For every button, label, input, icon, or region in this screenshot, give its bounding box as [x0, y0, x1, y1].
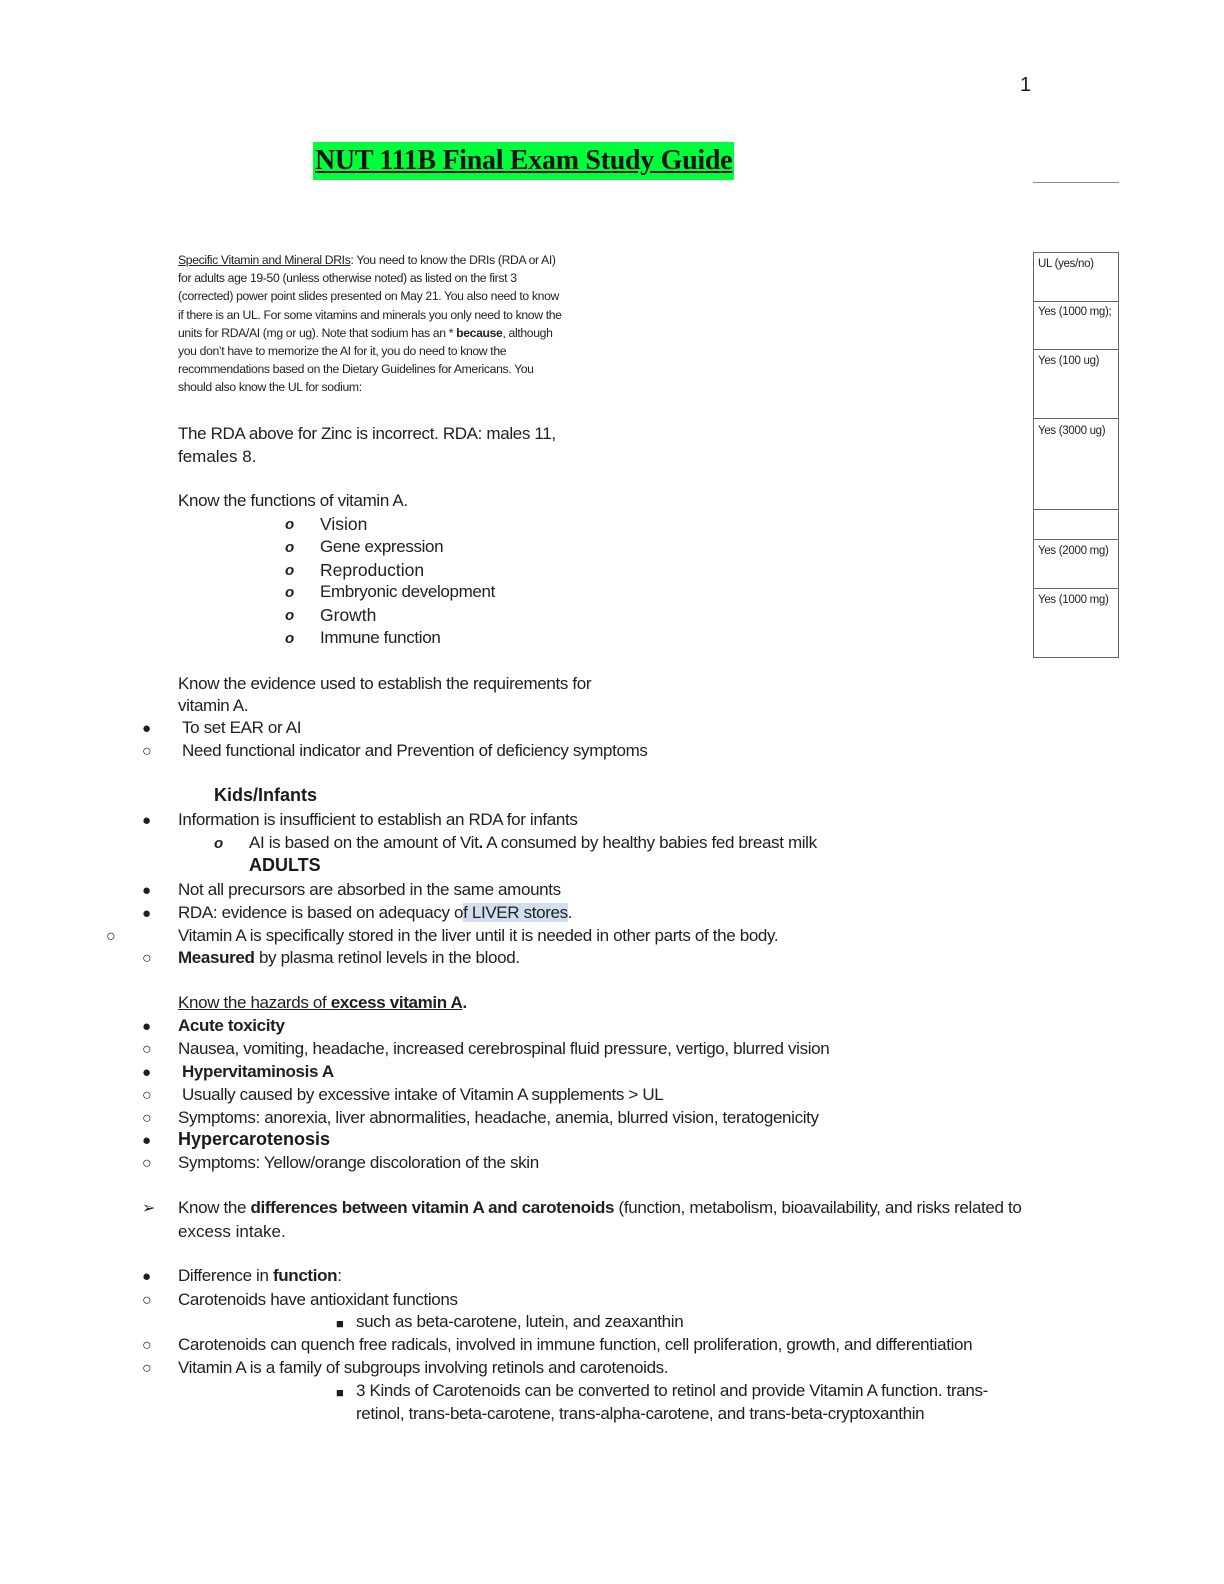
ul-table-border: [1034, 301, 1118, 302]
function-diff-c: :: [337, 1266, 342, 1285]
ul-table-cell: Yes (100 ug): [1038, 355, 1100, 367]
document-title: NUT 111B Final Exam Study Guide: [313, 142, 734, 180]
ul-table-border: [1034, 509, 1118, 510]
adults-item2-a: RDA: evidence is based on adequacy o: [178, 903, 464, 922]
list-bullet: o: [285, 607, 295, 624]
adults-item: Vitamin A is specifically stored in the liver until it is needed in other parts of the body.: [178, 926, 779, 945]
ul-table-cell: Yes (1000 mg): [1038, 594, 1109, 606]
bullet-icon: ●: [142, 1064, 152, 1081]
bullet-icon: ●: [142, 720, 152, 737]
ul-table-border: [1034, 252, 1118, 253]
vita-function-item: Vision: [320, 514, 368, 534]
hazard-hypercarotenosis-desc: Symptoms: Yellow/orange discoloration of the skin: [178, 1153, 539, 1172]
ul-table-cell: Yes (3000 ug): [1038, 425, 1106, 437]
differences-b: differences between vitamin A and carotenoids: [250, 1198, 615, 1217]
differences-a: Know the: [178, 1198, 251, 1217]
hollow-bullet-icon: ○: [142, 1110, 152, 1127]
function-diff-b: function: [272, 1266, 338, 1285]
evidence-heading-line1: Know the evidence used to establish the requirements for: [178, 674, 592, 693]
hollow-bullet-icon: ○: [106, 928, 116, 945]
list-bullet: o: [285, 562, 295, 579]
kids-item: Information is insufficient to establish an RDA for infants: [178, 810, 578, 829]
intro-line2: for adults age 19-50 (unless otherwise noted) as listed on the first 3: [178, 271, 517, 286]
bullet-icon: ●: [142, 1132, 152, 1149]
function-diff-heading: [178, 1265, 342, 1287]
intro-line8: should also know the UL for sodium:: [178, 380, 362, 395]
list-bullet: o: [285, 584, 295, 601]
zinc-note-line2: females 8.: [178, 447, 257, 466]
list-bullet: o: [285, 516, 295, 533]
ul-table-header: UL (yes/no): [1038, 258, 1094, 270]
intro-line6: you don’t have to memorize the AI for it, you do need to know the: [178, 344, 507, 359]
adults-item4-a: Measured: [178, 948, 255, 967]
ul-table-border: [1034, 349, 1118, 350]
ul-table-cell: Yes (2000 mg): [1038, 545, 1109, 557]
kids-subitem-a: AI is based on the amount of Vit: [249, 833, 479, 852]
ul-table-border: [1034, 418, 1118, 419]
hazard-hypercarotenosis: Hypercarotenosis: [178, 1129, 331, 1149]
function-diff-subitem-cont: retinol, trans-beta-carotene, trans-alpha-carotene, and trans-beta-cryptoxanthin: [356, 1404, 925, 1423]
vita-function-item: Gene expression: [320, 537, 444, 556]
function-diff-subitem: such as beta-carotene, lutein, and zeaxanthin: [356, 1312, 684, 1331]
ul-table-border: [1034, 657, 1118, 658]
adults-heading: ADULTS: [249, 855, 321, 875]
list-bullet: o: [214, 835, 224, 852]
adults-item: [178, 947, 520, 969]
intro-line7: recommendations based on the Dietary Guidelines for Americans. You: [178, 362, 534, 377]
hazards-heading-b: excess vitamin A: [330, 993, 463, 1012]
bullet-icon: ●: [142, 905, 152, 922]
function-diff-subitem: 3 Kinds of Carotenoids can be converted to retinol and provide Vitamin A function. trans-: [356, 1381, 988, 1400]
adults-item2-highlight: f LIVER stores: [463, 903, 568, 922]
vita-function-item: Growth: [320, 605, 377, 625]
intro-line5a: units for RDA/AI (mg or ug). Note that sodium has an *: [178, 325, 457, 340]
function-diff-a: Difference in: [178, 1266, 273, 1285]
zinc-note-line1: The RDA above for Zinc is incorrect. RDA: males 11,: [178, 424, 556, 443]
function-diff-item: Carotenoids have antioxidant functions: [178, 1290, 458, 1309]
function-diff-item: Carotenoids can quench free radicals, involved in immune function, cell proliferation, growth, and differentiation: [178, 1335, 973, 1354]
hazard-hyper: Hypervitaminosis A: [182, 1062, 334, 1081]
kids-subitem-b: .: [478, 833, 483, 852]
kids-subitem: [249, 832, 817, 854]
page-number: 1: [1020, 74, 1032, 96]
bullet-icon: ●: [142, 882, 152, 899]
adults-item2-c: .: [567, 903, 573, 922]
intro-line5b: because: [456, 325, 503, 340]
hollow-bullet-icon: ○: [142, 950, 152, 967]
hollow-bullet-icon: ○: [142, 1155, 152, 1172]
differences-c: (function, metabolism, bioavailability, and risks related to: [614, 1198, 1022, 1217]
evidence-heading-line2: vitamin A.: [178, 696, 249, 715]
square-bullet-icon: ■: [336, 1316, 344, 1331]
square-bullet-icon: ■: [336, 1385, 344, 1400]
bullet-icon: ●: [142, 1018, 152, 1035]
hazards-heading-a: Know the hazards of: [178, 993, 331, 1012]
differences-line1: [178, 1197, 1021, 1219]
hazard-hyper-desc2: Symptoms: anorexia, liver abnormalities, headache, anemia, blurred vision, teratogenicity: [178, 1108, 819, 1127]
hollow-bullet-icon: ○: [142, 1337, 152, 1354]
bullet-icon: ●: [142, 812, 152, 829]
intro-paragraph: [178, 251, 618, 397]
intro-heading: Specific Vitamin and Mineral DRIs: [178, 253, 351, 267]
list-bullet: o: [285, 539, 295, 556]
intro-line3: (corrected) power point slides presented on May 21. You also need to know: [178, 289, 559, 304]
hazard-hyper-desc1: Usually caused by excessive intake of Vitamin A supplements > UL: [182, 1085, 664, 1104]
vita-function-item: Reproduction: [320, 560, 425, 580]
hollow-bullet-icon: ○: [142, 1041, 152, 1058]
intro-line5c: , although: [502, 325, 553, 340]
differences-line2: excess intake.: [178, 1222, 286, 1241]
hazard-acute-desc: Nausea, vomiting, headache, increased cerebrospinal fluid pressure, vertigo, blurred vision: [178, 1039, 830, 1058]
intro-line1: : You need to know the DRIs (RDA or AI): [350, 253, 556, 267]
adults-item: [178, 902, 572, 924]
hollow-bullet-icon: ○: [142, 743, 152, 760]
adults-item: Not all precursors are absorbed in the same amounts: [178, 880, 561, 899]
ul-table-border: [1034, 539, 1118, 540]
adults-item4-b: by plasma retinol levels in the blood.: [254, 948, 520, 967]
vita-functions-heading: Know the functions of vitamin A.: [178, 491, 408, 510]
intro-line4: if there is an UL. For some vitamins and minerals you only need to know the: [178, 307, 562, 322]
kids-heading: Kids/Infants: [214, 785, 318, 805]
evidence-item: Need functional indicator and Prevention of deficiency symptoms: [182, 741, 648, 760]
header-rule: [1033, 182, 1119, 183]
ul-table-cell: Yes (1000 mg);: [1038, 306, 1112, 318]
hollow-bullet-icon: ○: [142, 1292, 152, 1309]
arrow-bullet-icon: ➢: [142, 1200, 156, 1217]
vita-function-item: Immune function: [320, 628, 441, 647]
hollow-bullet-icon: ○: [142, 1087, 152, 1104]
hollow-bullet-icon: ○: [142, 1360, 152, 1377]
evidence-item: To set EAR or AI: [182, 718, 302, 737]
vita-function-item: Embryonic development: [320, 582, 496, 601]
function-diff-item: Vitamin A is a family of subgroups involving retinols and carotenoids.: [178, 1358, 669, 1377]
hazards-heading: [178, 992, 467, 1014]
bullet-icon: ●: [142, 1268, 152, 1285]
kids-subitem-c: A consumed by healthy babies fed breast milk: [482, 833, 817, 852]
hazard-acute: Acute toxicity: [178, 1016, 285, 1035]
ul-table-border: [1034, 588, 1118, 589]
list-bullet: o: [285, 630, 295, 647]
hazards-heading-c: .: [462, 993, 467, 1012]
ul-table: [1033, 252, 1119, 658]
